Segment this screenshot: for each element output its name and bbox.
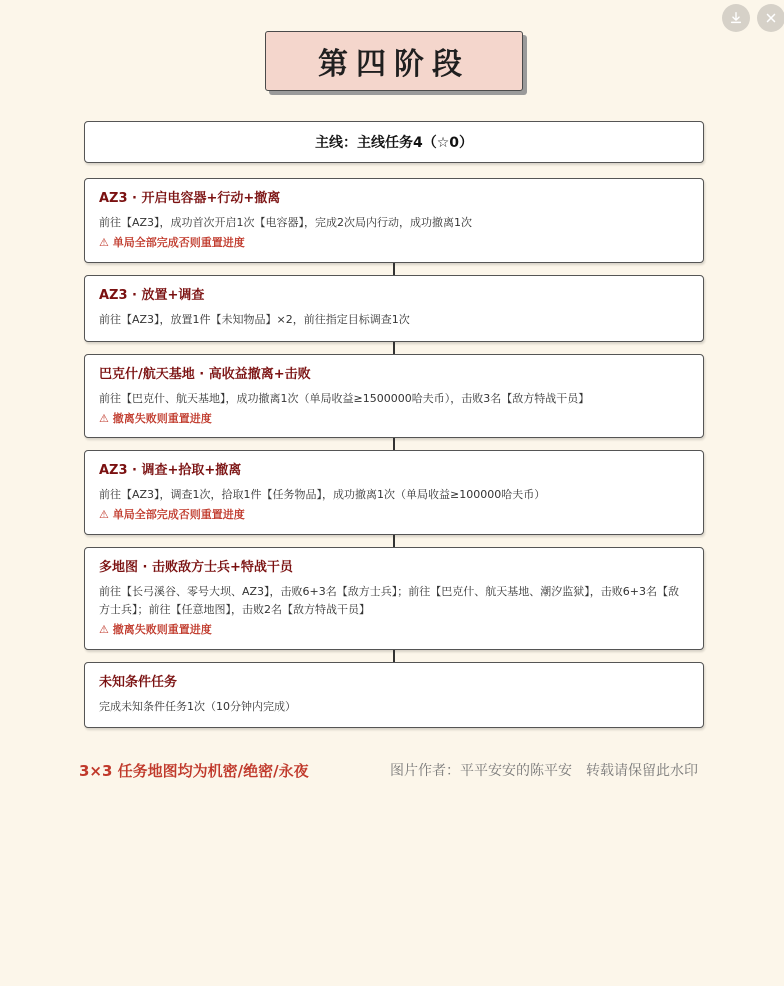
- task-description: 前往【长弓溪谷、零号大坝、AZ3】，击败6+3名【敌方士兵】；前往【巴克什、航天基地、潮汐监狱】，击败6+3名【敌方士兵】；前往【任意地图】，击败2名【敌方特战干员】: [99, 585, 679, 616]
- task-card-2: [84, 275, 704, 342]
- task-title: 未知条件任务: [99, 675, 178, 690]
- page-title: 第四阶段: [265, 31, 523, 91]
- task-card-6: [84, 662, 704, 728]
- close-button[interactable]: [757, 4, 784, 32]
- task-card-5: [84, 547, 704, 650]
- task-card-4: [84, 450, 704, 535]
- task-card-1: [84, 178, 704, 263]
- task-title: AZ3 · 开启电容器+行动+撤离: [99, 191, 281, 206]
- task-warning: ⚠ 单局全部完成否则重置进度: [99, 236, 245, 249]
- task-title: 巴克什/航天基地 · 高收益撤离+击败: [99, 367, 311, 382]
- connector-line: [393, 438, 395, 450]
- task-description: 前往【AZ3】，放置1件【未知物品】×2，前往指定目标调查1次: [99, 313, 410, 326]
- download-icon: [729, 11, 743, 25]
- connector-line: [393, 650, 395, 662]
- task-card-3: [84, 354, 704, 438]
- task-title: AZ3 · 放置+调查: [99, 288, 205, 303]
- close-icon: [764, 11, 778, 25]
- task-title: AZ3 · 调查+拾取+撤离: [99, 463, 242, 478]
- task-warning: ⚠ 撤离失败则重置进度: [99, 412, 212, 425]
- author-watermark: 图片作者：平平安安的陈平安 转载请保留此水印: [390, 763, 698, 779]
- task-description: 前往【AZ3】，成功首次开启1次【电容器】，完成2次局内行动，成功撤离1次: [99, 216, 473, 229]
- task-description: 前往【AZ3】，调查1次，拾取1件【任务物品】，成功撤离1次（单局收益≥100000哈夫币）: [99, 488, 546, 501]
- main-quest-label: 主线：主线任务4（☆0）: [84, 121, 704, 163]
- task-title: 多地图 · 击败敌方士兵+特战干员: [99, 560, 293, 575]
- task-description: 完成未知条件任务1次（10分钟内完成）: [99, 700, 296, 713]
- connector-line: [393, 263, 395, 275]
- map-difficulty-note: 3×3 任务地图均为机密/绝密/永夜: [79, 762, 309, 780]
- download-button[interactable]: [722, 4, 750, 32]
- connector-line: [393, 342, 395, 354]
- task-warning: ⚠ 撤离失败则重置进度: [99, 623, 212, 636]
- connector-line: [393, 535, 395, 547]
- task-description: 前往【巴克什、航天基地】，成功撤离1次（单局收益≥1500000哈夫币），击败3名【敌方特战干员】: [99, 392, 590, 405]
- task-warning: ⚠ 单局全部完成否则重置进度: [99, 508, 245, 521]
